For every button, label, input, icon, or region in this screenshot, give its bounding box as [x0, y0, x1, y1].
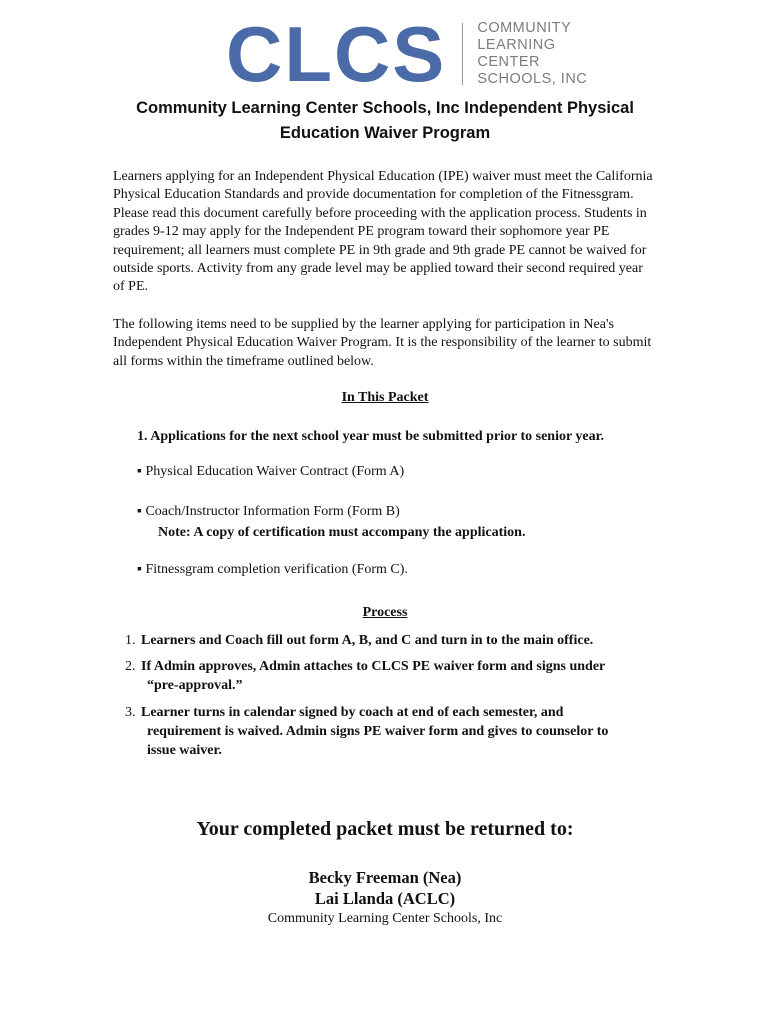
- step-number: 3.: [125, 705, 136, 720]
- organization-name: Community Learning Center Schools, Inc: [267, 911, 503, 926]
- logo-line: LEARNING: [477, 37, 556, 53]
- step-line: issue waiver.: [147, 743, 222, 758]
- title-line-1: Community Learning Center Schools, Inc Independent Physical: [136, 99, 634, 117]
- intro-paragraph-1: Learners applying for an Independent Physical Education (IPE) waiver must meet the California Physical Education Standards and provide documentation for completion of the Fitnessgram. Please read this document carefully before proceeding with the application process. Students in grades 9-12 may apply for the Independent PE program toward their sophomore year PE requirement; all learners must complete PE in 9th grade and 9th grade PE cannot be waived for outside sports. Activity from any grade level may be applied toward their second required year of PE.: [113, 169, 653, 295]
- packet-item-form-c: ▪ Fitnessgram completion verification (Form C).: [137, 562, 408, 577]
- logo-divider: [462, 23, 463, 85]
- logo-line: COMMUNITY: [477, 20, 572, 36]
- step-text: [141, 703, 608, 760]
- step-line: “pre-approval.”: [147, 678, 243, 693]
- logo-mark: CLCS: [226, 10, 447, 98]
- contact-nea: Becky Freeman (Nea): [308, 868, 462, 887]
- packet-deadline: 1. Applications for the next school year must be submitted prior to senior year.: [137, 429, 605, 444]
- document-title: [90, 96, 680, 146]
- step-text: Learners and Coach fill out form A, B, and C and turn in to the main office.: [141, 633, 594, 648]
- contact-aclc: Lai Llanda (ACLC): [314, 889, 456, 908]
- return-heading: Your completed packet must be returned to:: [196, 818, 574, 840]
- packet-heading: In This Packet: [341, 390, 429, 405]
- process-step-1: [125, 631, 665, 650]
- step-number: 2.: [125, 659, 136, 674]
- process-step-2: [125, 657, 665, 695]
- logo-line: CENTER: [477, 54, 540, 70]
- step-text: [141, 657, 605, 695]
- step-line: requirement is waived. Admin signs PE waiver form and gives to counselor to: [147, 724, 609, 739]
- clcs-logo: [226, 10, 588, 98]
- packet-item-form-a: ▪ Physical Education Waiver Contract (Form A): [137, 464, 405, 479]
- process-step-3: [125, 703, 665, 760]
- step-line: Learner turns in calendar signed by coach at end of each semester, and: [141, 705, 564, 720]
- step-line: If Admin approves, Admin attaches to CLCS PE waiver form and signs under: [141, 659, 606, 674]
- logo-line: SCHOOLS, INC: [477, 71, 588, 87]
- step-number: 1.: [125, 633, 136, 648]
- logo-wordmark: [477, 20, 587, 88]
- intro-paragraph-2: The following items need to be supplied by the learner applying for participation in Nea's Independent Physical Education Waiver Program. It is the responsibility of the learner to submit all forms within the timeframe outlined below.: [113, 317, 652, 369]
- process-heading: Process: [362, 605, 408, 620]
- certification-note: Note: A copy of certification must accompany the application.: [158, 525, 526, 540]
- packet-item-form-b: ▪ Coach/Instructor Information Form (Form B): [137, 504, 400, 519]
- title-line-2: Education Waiver Program: [279, 124, 491, 142]
